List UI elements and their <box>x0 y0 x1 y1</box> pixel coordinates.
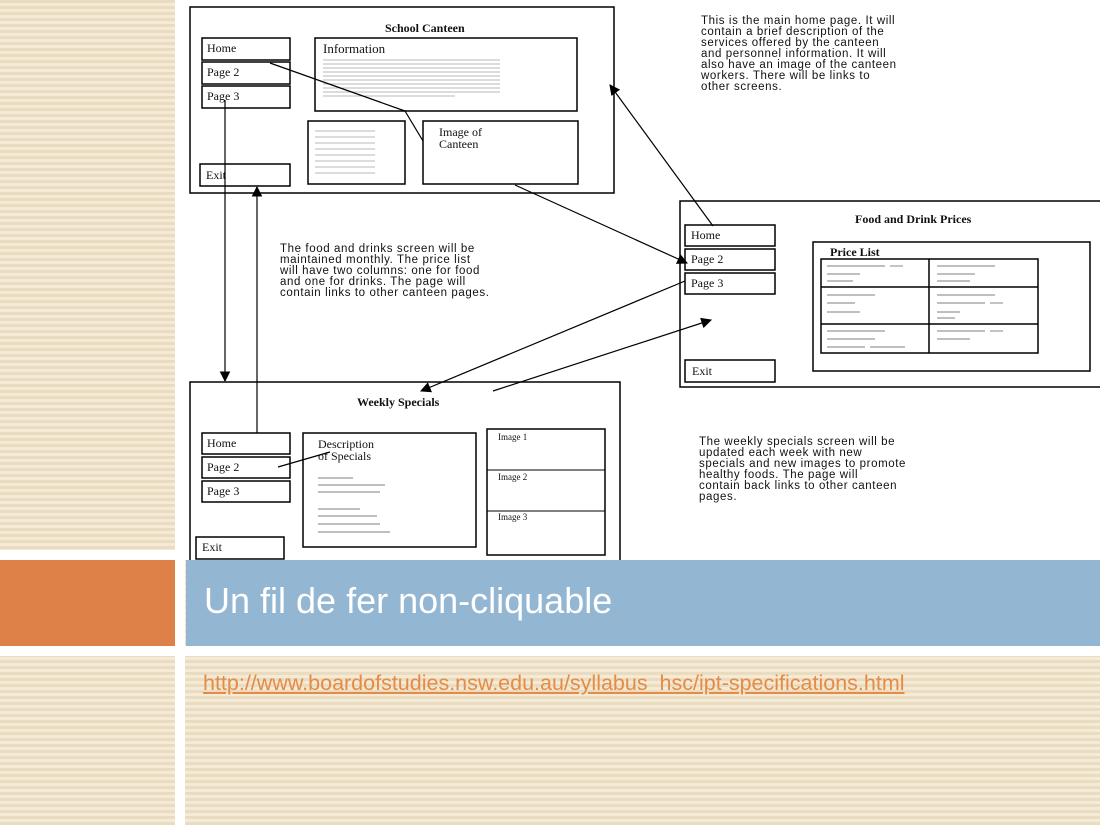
home-text-column <box>308 121 405 184</box>
prices-nav-page2 <box>685 249 775 270</box>
vertical-divider <box>175 0 185 825</box>
left-stripe-panel-top <box>0 0 175 550</box>
specials-exit-label: Exit <box>202 540 222 554</box>
title-bar <box>186 560 1100 646</box>
home-info-heading: Information <box>323 41 386 56</box>
prices-screen-note: The food and drinks screen will be maintained monthly. The price list will have two columns: one for food and one for drinks. The page will contain links to other canteen pages. <box>280 243 490 299</box>
specials-image-column <box>487 429 605 555</box>
specials-image-2-label: Image 2 <box>498 472 528 482</box>
accent-block <box>0 560 175 646</box>
specials-nav-home <box>202 433 290 454</box>
specials-nav-page2-label: Page 2 <box>207 460 240 474</box>
home-image-label-1: Image of <box>439 125 482 139</box>
specials-exit-box <box>196 537 284 559</box>
slide-title: Un fil de fer non-cliquable <box>204 580 613 621</box>
specials-nav-page2 <box>202 457 290 478</box>
price-list-heading: Price List <box>830 245 880 259</box>
home-exit-box <box>200 164 290 186</box>
prices-exit-label: Exit <box>692 364 712 378</box>
specials-desc-line-2: of Specials <box>318 449 371 463</box>
reference-link[interactable]: http://www.boardofstudies.nsw.edu.au/syllabus_hsc/ipt-specifications.html <box>203 671 905 695</box>
home-nav-page2-label: Page 2 <box>207 65 240 79</box>
prices-nav-page3-label: Page 3 <box>691 276 724 290</box>
specials-nav-page3 <box>202 481 290 502</box>
specials-image-3-label: Image 3 <box>498 512 528 522</box>
home-nav-home <box>202 38 290 60</box>
specials-image-1-label: Image 1 <box>498 432 528 442</box>
home-exit-label: Exit <box>206 168 226 182</box>
specials-screen-note: The weekly specials screen will be updated each week with new specials and new images to promote healthy foods. The page will contain back links to other canteen pages. <box>699 436 907 503</box>
specials-screen-title: Weekly Specials <box>357 395 440 409</box>
specials-description-panel <box>303 433 476 547</box>
prices-nav-page2-label: Page 2 <box>691 252 724 266</box>
arrow-prices-to-home <box>610 85 713 226</box>
prices-nav-home <box>685 225 775 246</box>
home-screen-wireframe <box>190 7 614 193</box>
specials-desc-line-1: Description <box>318 437 374 451</box>
home-info-panel <box>315 38 577 111</box>
home-nav-page3 <box>202 86 290 108</box>
home-image-placeholder <box>423 121 578 184</box>
wireframe-diagram <box>185 0 1100 560</box>
horizontal-divider-top <box>0 550 175 560</box>
home-nav-home-label: Home <box>207 41 237 55</box>
home-screen-note: This is the main home page. It will contain a brief description of the services offered by the canteen and personnel information. It will also have an image of the canteen workers. There will be links to other screens. <box>701 15 897 93</box>
prices-nav-page3 <box>685 273 775 294</box>
home-nav-page3-label: Page 3 <box>207 89 240 103</box>
arrow-specials-to-prices <box>493 320 711 391</box>
specials-nav-page3-label: Page 3 <box>207 484 240 498</box>
prices-nav-home-label: Home <box>691 228 721 242</box>
horizontal-divider-bottom <box>0 646 1100 656</box>
prices-screen-title: Food and Drink Prices <box>855 212 972 226</box>
prices-screen-wireframe <box>680 201 1100 387</box>
specials-nav-home-label: Home <box>207 436 237 450</box>
prices-exit-box <box>685 360 775 382</box>
specials-screen-wireframe <box>190 382 620 560</box>
arrow-home-to-prices <box>515 185 687 263</box>
home-screen-title: School Canteen <box>385 21 465 35</box>
price-list-panel <box>813 242 1090 371</box>
home-image-label-2: Canteen <box>439 137 479 151</box>
